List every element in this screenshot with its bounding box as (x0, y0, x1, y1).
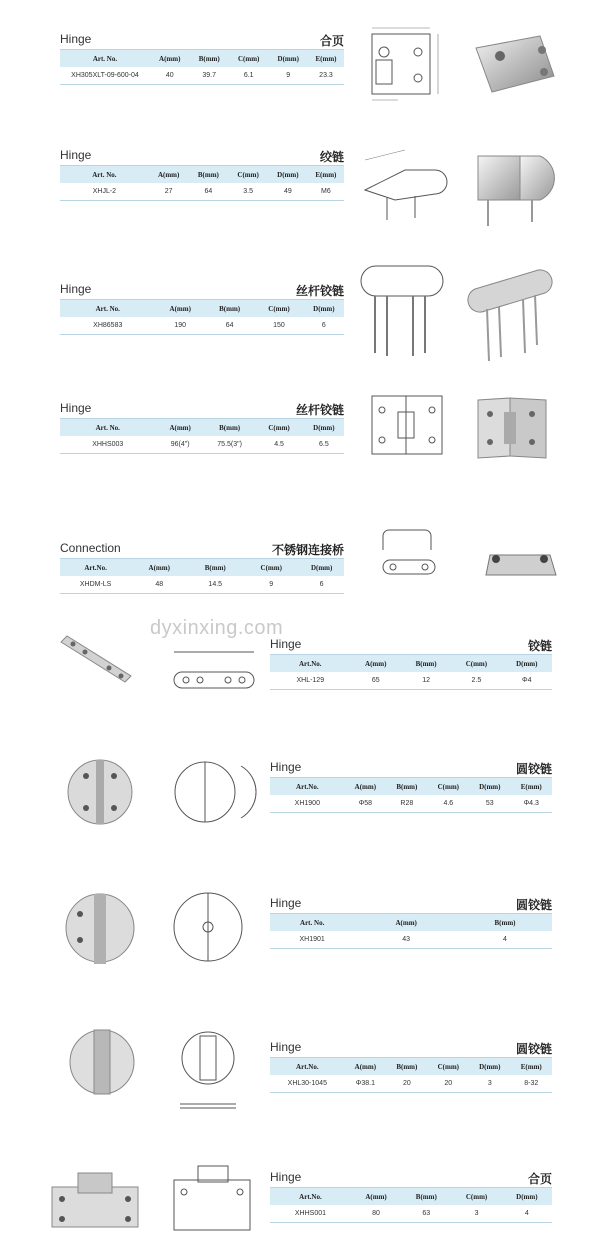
spec-header-cell: Art. No. (60, 50, 150, 68)
spec-table (60, 165, 344, 201)
round-hinge-product-photo (58, 882, 143, 972)
spec-header-cell: B(mm) (386, 1058, 427, 1076)
section-title: Hinge (270, 1170, 302, 1184)
spec-value-cell: 150 (254, 317, 303, 335)
section-title-chinese: 不锈钢连接桥 (271, 543, 344, 557)
section-title-chinese: 合页 (527, 1172, 552, 1186)
spec-value-cell: XH305XLT-09-600-04 (60, 67, 150, 85)
spec-value-cell: 23.3 (308, 67, 344, 85)
spec-value-cell: 14.5 (187, 576, 243, 594)
spec-header-cell: B(mm) (205, 300, 254, 318)
spec-table (270, 1187, 552, 1223)
spec-value-cell: 63 (401, 1205, 451, 1223)
spec-table (60, 418, 344, 454)
spec-table (270, 913, 552, 949)
spec-value-cell: 9 (268, 67, 308, 85)
spec-header-cell: Art. No. (60, 419, 156, 437)
spec-value-cell: 6.1 (229, 67, 269, 85)
spec-header-cell: A(mm) (345, 778, 386, 796)
round-hinge-technical-drawing (165, 752, 260, 832)
table-row (60, 317, 344, 335)
spec-value-cell: 43 (354, 931, 458, 949)
spec-header-cell: D(mm) (304, 419, 344, 437)
table-row (270, 1075, 552, 1093)
spec-header-cell: A(mm) (149, 166, 189, 184)
spec-header-cell: B(mm) (187, 559, 243, 577)
watermark: dyxinxing.com (150, 617, 284, 639)
spec-header-cell: C(mm) (254, 419, 303, 437)
spec-header-cell: A(mm) (351, 1188, 401, 1206)
spec-value-cell: 53 (469, 795, 510, 813)
spec-header-cell: D(mm) (299, 559, 344, 577)
spec-header-cell: E(mm) (308, 166, 344, 184)
spec-header-cell: A(mm) (345, 1058, 386, 1076)
spec-value-cell: 39.7 (189, 67, 228, 85)
connection-technical-drawing (375, 520, 465, 605)
spec-table (60, 299, 344, 335)
spec-header-cell: E(mm) (511, 1058, 552, 1076)
spec-header-cell: D(mm) (268, 166, 308, 184)
spec-value-cell: 3 (451, 1205, 501, 1223)
spec-header-cell: B(mm) (205, 419, 255, 437)
spec-value-cell: XHDM-LS (60, 576, 131, 594)
spec-value-cell: 3 (469, 1075, 510, 1093)
spec-header-cell: Art.No. (270, 778, 345, 796)
spec-value-cell: 2.5 (451, 672, 501, 690)
spec-value-cell: 4.5 (254, 436, 303, 454)
section-title-chinese: 圆铰链 (515, 1042, 552, 1056)
section-title-chinese: 合页 (319, 34, 344, 48)
spec-header-cell: D(mm) (469, 778, 510, 796)
spec-header-cell: A(mm) (150, 50, 190, 68)
spec-value-cell: 4 (458, 931, 552, 949)
spec-value-cell: 3.5 (228, 183, 268, 201)
spec-header-cell: C(mm) (428, 1058, 469, 1076)
hinge-product-photo (465, 265, 565, 365)
spec-header-cell: Art. No. (60, 300, 156, 318)
spec-value-cell: 80 (351, 1205, 401, 1223)
table-row (270, 795, 552, 813)
spec-header-cell: B(mm) (458, 914, 552, 932)
spec-header-cell: A(mm) (156, 419, 205, 437)
hinge-technical-drawing (168, 638, 263, 698)
section-title: Hinge (270, 896, 302, 910)
spec-value-cell: 4 (502, 1205, 552, 1223)
spec-header-cell: Art. No. (270, 914, 354, 932)
spec-value-cell: 64 (205, 317, 254, 335)
section-title-chinese: 圆铰链 (515, 762, 552, 776)
spec-value-cell: 64 (189, 183, 229, 201)
section-title-chinese: 圆铰链 (515, 898, 552, 912)
spec-value-cell: 20 (386, 1075, 427, 1093)
spec-value-cell: 12 (401, 672, 451, 690)
round-hinge-technical-drawing (172, 1018, 252, 1118)
hinge-product-photo (55, 628, 145, 698)
spec-header-cell: Art. No. (60, 166, 149, 184)
section-title-chinese: 铰链 (527, 639, 552, 653)
spec-value-cell: Φ38.1 (345, 1075, 386, 1093)
spec-header-cell: Art.No. (270, 655, 351, 673)
spec-value-cell: 4.6 (428, 795, 469, 813)
table-row (270, 672, 552, 690)
spec-value-cell: 49 (268, 183, 308, 201)
table-row (60, 183, 344, 201)
section-title: Hinge (60, 32, 92, 46)
spec-value-cell: 9 (243, 576, 299, 594)
spec-value-cell: Φ58 (345, 795, 386, 813)
spec-value-cell: 96(4") (156, 436, 205, 454)
table-row (270, 931, 552, 949)
hinge-product-photo (470, 30, 560, 100)
spec-value-cell: 190 (156, 317, 205, 335)
spec-header-cell: E(mm) (308, 50, 344, 68)
spec-value-cell: XHL-129 (270, 672, 351, 690)
spec-header-cell: A(mm) (351, 655, 401, 673)
spec-table (270, 654, 552, 690)
spec-value-cell: XHL30-1045 (270, 1075, 345, 1093)
spec-value-cell: 48 (131, 576, 187, 594)
spec-header-cell: C(mm) (428, 778, 469, 796)
hinge-product-photo (48, 1165, 148, 1235)
spec-value-cell: M6 (308, 183, 344, 201)
spec-header-cell: B(mm) (189, 166, 229, 184)
spec-value-cell: 75.5(3") (205, 436, 255, 454)
section-title: Hinge (60, 148, 92, 162)
spec-value-cell: 6 (304, 317, 344, 335)
hinge-product-photo (470, 150, 565, 230)
spec-header-cell: C(mm) (451, 655, 501, 673)
round-hinge-product-photo (60, 752, 140, 832)
table-row (60, 436, 344, 454)
hinge-technical-drawing (355, 258, 450, 363)
spec-table (270, 1057, 552, 1093)
spec-value-cell: XH1901 (270, 931, 354, 949)
section-title: Hinge (60, 282, 92, 296)
spec-value-cell: XH1900 (270, 795, 345, 813)
spec-value-cell: XH86583 (60, 317, 156, 335)
spec-table (270, 777, 552, 813)
spec-table (60, 558, 344, 594)
hinge-product-photo (470, 390, 555, 465)
spec-header-cell: A(mm) (156, 300, 205, 318)
connection-product-photo (480, 545, 570, 585)
spec-header-cell: Art.No. (270, 1188, 351, 1206)
section-title: Hinge (270, 1040, 302, 1054)
spec-header-cell: Art.No. (270, 1058, 345, 1076)
spec-header-cell: C(mm) (229, 50, 269, 68)
round-hinge-product-photo (62, 1020, 142, 1105)
spec-header-cell: D(mm) (502, 655, 552, 673)
spec-value-cell: 8-32 (511, 1075, 552, 1093)
section-title: Hinge (270, 637, 302, 651)
spec-header-cell: Art.No. (60, 559, 131, 577)
section-title-chinese: 绞链 (319, 150, 344, 164)
spec-header-cell: C(mm) (243, 559, 299, 577)
spec-value-cell: 6 (299, 576, 344, 594)
table-row (60, 67, 344, 85)
spec-value-cell: XHHS001 (270, 1205, 351, 1223)
table-row (270, 1205, 552, 1223)
spec-header-cell: D(mm) (304, 300, 344, 318)
spec-header-cell: A(mm) (131, 559, 187, 577)
round-hinge-technical-drawing (158, 885, 258, 970)
spec-value-cell: Φ4.3 (511, 795, 552, 813)
section-title: Connection (60, 541, 121, 555)
hinge-technical-drawing (358, 20, 453, 110)
spec-header-cell: E(mm) (511, 778, 552, 796)
spec-value-cell: 20 (428, 1075, 469, 1093)
section-title: Hinge (60, 401, 92, 415)
spec-table (60, 49, 344, 85)
hinge-technical-drawing (160, 1160, 260, 1240)
spec-header-cell: D(mm) (469, 1058, 510, 1076)
spec-header-cell: C(mm) (254, 300, 303, 318)
hinge-technical-drawing (355, 140, 455, 230)
spec-header-cell: B(mm) (401, 655, 451, 673)
spec-header-cell: C(mm) (228, 166, 268, 184)
spec-value-cell: 40 (150, 67, 190, 85)
spec-header-cell: D(mm) (268, 50, 308, 68)
spec-value-cell: 6.5 (304, 436, 344, 454)
hinge-technical-drawing (358, 378, 458, 463)
spec-header-cell: B(mm) (189, 50, 228, 68)
spec-header-cell: B(mm) (386, 778, 427, 796)
section-title-chinese: 丝杆铰链 (295, 403, 344, 417)
spec-value-cell: XHHS003 (60, 436, 156, 454)
spec-header-cell: D(mm) (502, 1188, 552, 1206)
section-title-chinese: 丝杆铰链 (295, 284, 344, 298)
table-row (60, 576, 344, 594)
spec-header-cell: A(mm) (354, 914, 458, 932)
spec-value-cell: R28 (386, 795, 427, 813)
spec-header-cell: B(mm) (401, 1188, 451, 1206)
spec-value-cell: Φ4 (502, 672, 552, 690)
spec-value-cell: 65 (351, 672, 401, 690)
spec-header-cell: C(mm) (451, 1188, 501, 1206)
spec-value-cell: 27 (149, 183, 189, 201)
spec-value-cell: XHJL-2 (60, 183, 149, 201)
section-title: Hinge (270, 760, 302, 774)
